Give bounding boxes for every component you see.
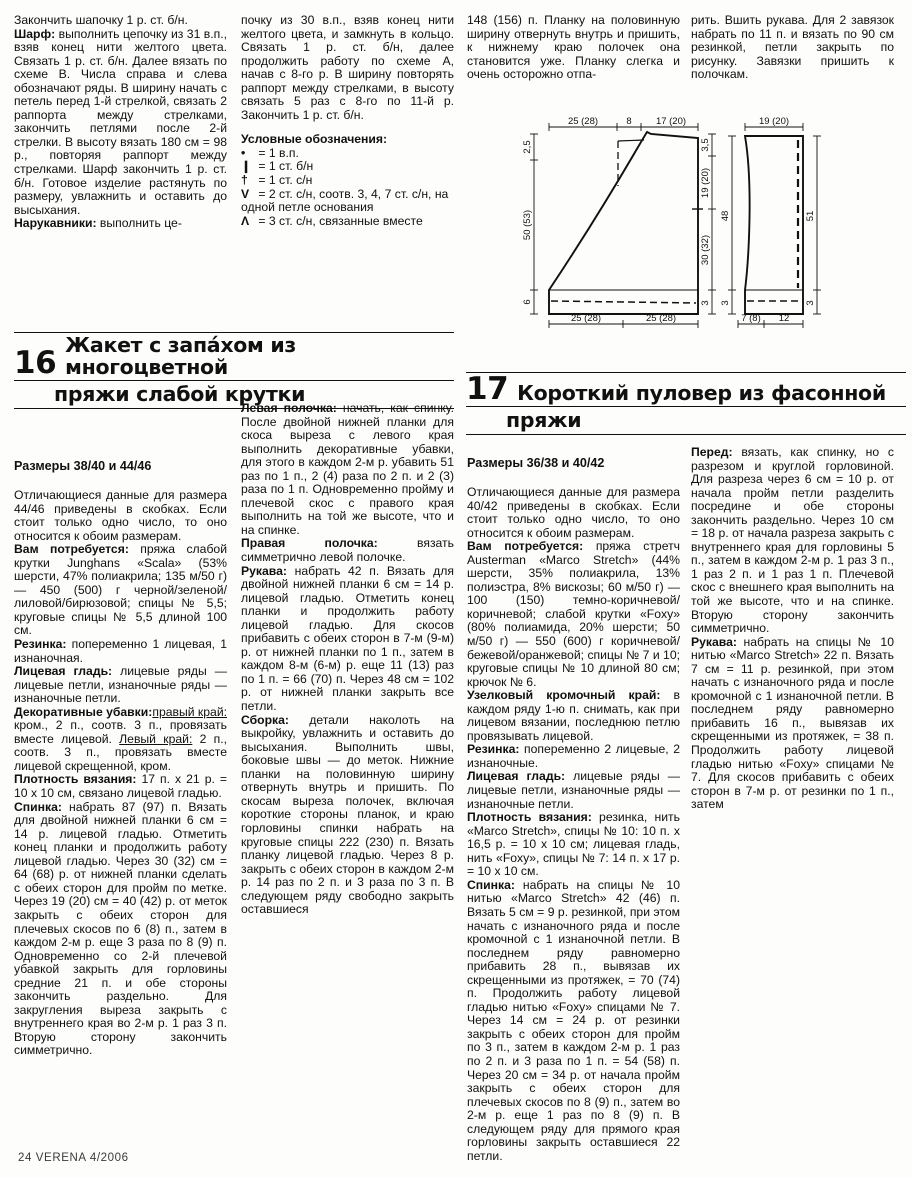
run-in-heading: Резинка: — [467, 742, 520, 757]
paragraph — [14, 28, 227, 218]
run-in-heading: Правая полочка: — [241, 536, 378, 551]
paragraph-text: кром., 2 п., соотв. 3 п., провязать вместе лицевой. — [14, 718, 227, 746]
paragraph-text: начать, как спинку. После двойной нижней планки для скоса выреза с левого края выполнить декоративные убавки, для этого в каждом 2-м р. убавить 51 раз по 1 п., 2 (4) раза по 2 п. и 2 (3) раза по 1 п. Одновременно пройму и плечевой скос с правого края выполнить на той же высоте, что и на спинке. — [241, 401, 454, 537]
run-in-heading: Левая полочка: — [241, 401, 337, 415]
legend-symbol-text: = 3 ст. с/н, связанные вместе — [255, 213, 423, 228]
legend-item — [241, 160, 454, 174]
sleeve-left-dimensions — [720, 136, 736, 314]
dim-label: 50 (53) — [522, 209, 533, 241]
paragraph — [467, 540, 680, 689]
article-number: 16 — [14, 345, 57, 381]
legend-symbol-icon: V — [241, 186, 250, 201]
paragraph — [14, 801, 227, 1058]
paragraph — [14, 665, 227, 706]
text-column-3-top — [467, 14, 680, 82]
run-in-heading: Плотность вязания: — [467, 810, 592, 825]
paragraph-text: выполнить це- — [96, 216, 182, 231]
paragraph — [14, 543, 227, 638]
body-bottom-dimensions — [549, 313, 698, 328]
run-in-heading: Вам потребуется: — [14, 542, 129, 557]
paragraph — [241, 537, 454, 564]
article-16-headline — [14, 332, 454, 409]
paragraph-text: почку из 30 в.п., взяв конец нити желтого цвета, и замкнуть в кольцо. Связать 1 р. ст. б/н, далее продолжить работу по схеме A, начав с 8-го р. В ширину повторять раппорт между стрелками, в высоту связать 5 раз с 8-го по 11-й р. Закончить 1 р. ст. б/н. — [241, 13, 454, 122]
run-in-heading: Рукава: — [241, 563, 287, 578]
legend-symbol-icon: † — [241, 173, 248, 188]
paragraph — [467, 811, 680, 879]
article-16-sizes: Размеры 38/40 и 44/46 — [14, 459, 152, 473]
dim-label: 2,5 — [522, 140, 533, 154]
paragraph — [14, 638, 227, 665]
paragraph-text: Закончить шапочку 1 р. ст. б/н. — [14, 13, 188, 27]
run-in-heading: Рукава: — [691, 634, 737, 649]
body-right-dimensions — [700, 134, 716, 314]
text-column-4-article17 — [691, 446, 894, 812]
sleeve-top-dimensions — [745, 116, 803, 131]
dim-label: 6 — [522, 299, 533, 305]
legend-symbol-text: = 1 ст. б/н — [255, 159, 314, 174]
paragraph-text: выполнить цепочку из 31 в.п., взяв конец нити желтого цвета. Связать 1 р. ст. б/н. Далее вязать по схеме B. Числа справа и слева обозначают ряды. В ширину начать с петель перед 1-й стрелкой, связать 2 раппорта между стрелками, закончить петлями после 2-й стрелки. В высоту вязать 180 см = 98 р., повторяя раппорт между стрелками. Шарф закончить 1 р. ст. б/н. Готовое изделие растянуть по размеру, увлажнить и оставить до высыхания. — [14, 26, 227, 217]
sleeve-right-dimensions — [805, 136, 821, 314]
underlined-label: правый край: — [152, 704, 228, 719]
schematic-svg — [487, 108, 905, 340]
paragraph — [467, 486, 680, 540]
run-in-heading: Нарукавники: — [14, 216, 97, 231]
paragraph — [241, 714, 454, 917]
dim-label: 3 — [700, 300, 711, 306]
text-column-2-top — [241, 14, 454, 228]
run-in-heading: Спинка: — [14, 799, 62, 814]
body-outline — [549, 132, 698, 314]
legend-item — [241, 147, 454, 161]
legend-item — [241, 188, 454, 215]
dim-label: 3 — [720, 300, 731, 306]
dim-label: 12 — [778, 313, 790, 324]
article-17-sizes: Размеры 36/38 и 40/42 — [467, 456, 605, 470]
paragraph — [241, 14, 454, 122]
dim-label: 7 (8) — [741, 313, 761, 324]
run-in-heading: Перед: — [691, 445, 733, 459]
paragraph — [467, 879, 680, 1163]
run-in-heading: Вам потребуется: — [467, 539, 584, 554]
legend-symbol-text: = 1 в.п. — [255, 145, 299, 160]
paragraph — [467, 689, 680, 743]
paragraph-text: 17 п. х 21 р. = 10 x 10 см, связано лицевой гладью. — [14, 772, 227, 801]
paragraph — [467, 770, 680, 811]
paragraph-text: резинка, нить «Marco Stretch», спицы № 10: 10 п. х 16,5 р. = 10 x 10 см; лицевая гладь, нить «Foxy», спицы № 7: 14 п. х 17 р. = 10 x 10 см. — [467, 810, 680, 879]
paragraph — [14, 773, 227, 800]
paragraph-text: набрать 87 (97) п. Вязать для двойной нижней планки 6 см = 14 р. лицевой гладью. Отметить конец планки и продолжить работу лицевой гладью. Через 30 (32) см = 64 (68) р. от нижней планки сделать с обеих сторон для пройм по метке. Через 19 (20) см = 40 (42) р. от меток закрыть с обеих сторон для плечевых скосов по 6 (8) п., затем в каждом 2-м р. еще 3 раза по 8 (9) п. Одновременно со 2-й плечевой убавкой закрыть для горловины средние 21 п. и обе стороны закончить раздельно. Для закругления выреза закрыть с внутреннего края во 2-м р. 1 раз 3 п. Вторую сторону закончить симметрично. — [14, 799, 227, 1058]
paragraph-text: набрать на спицы № 10 нитью «Marco Stretch» 42 (46) п. Вязать 5 см = 9 р. резинкой, при этом начать с изнаночного ряда и после кромочной с 1 изнаночной петли. В последнем ряду равномерно прибавить 28 п., вывязав их скрещенными из протяжек, = 70 (74) п. Продолжить работу лицевой гладью нитью «Foxy» спицами № 7. Через 14 см = 24 р. от резинки закрыть с обеих сторон для пройм по 3 п., затем в каждом 2-м р. 1 раз по 2 п. и 3 раза по 1 п. = 54 (58) п. Через 20 см = 34 р. от начала пройм закрыть с обеих сторон для плечевых скосов по 8 (9) п., затем во 2-м р. еще 1 раз по 8 (9) п. В следующем ряду для прямого края горловины закрыть оставшиеся 22 петли. — [467, 877, 680, 1163]
legend-item — [241, 174, 454, 188]
dim-label: 30 (32) — [700, 234, 711, 266]
run-in-heading: Спинка: — [467, 877, 515, 892]
dim-label: 48 — [720, 210, 731, 222]
paragraph — [14, 14, 227, 28]
dim-label: 19 (20) — [700, 167, 711, 199]
paragraph-text: 148 (156) п. Планку на половинную ширину отвернуть внутрь и пришить, к нижнему краю полочек она становится уже. Планку слегка и очень осторожно отпа- — [467, 13, 680, 82]
paragraph — [691, 446, 894, 636]
headline-line-1 — [466, 373, 906, 406]
dim-label: 3 — [805, 300, 816, 306]
run-in-heading: Шарф: — [14, 26, 56, 41]
paragraph — [241, 565, 454, 714]
text-column-4-top — [691, 14, 894, 82]
article-title-line-1: Короткий пуловер из фасонной — [517, 381, 886, 405]
paragraph-text: попеременно 2 лицевые, 2 изнаночные. — [467, 742, 680, 770]
legend-symbol-text: = 2 ст. с/н, соотв. 3, 4, 7 ст. с/н, на одной петле основания — [241, 186, 449, 215]
dim-label: 25 (28) — [645, 313, 677, 324]
paragraph — [241, 402, 454, 537]
headline-line-1 — [14, 333, 454, 380]
paragraph — [14, 217, 227, 231]
headline-line-2 — [466, 407, 906, 434]
article-number: 17 — [466, 371, 509, 407]
paragraph — [14, 706, 227, 774]
run-in-heading: Сборка: — [241, 712, 289, 727]
paragraph — [14, 489, 227, 543]
sleeve-bottom-dimensions — [738, 313, 803, 328]
rule-bottom — [466, 434, 906, 435]
legend-title — [241, 133, 454, 147]
article-title-line-1: Жакет с запа́хом из многоцветной — [65, 333, 297, 379]
article-title-line-2: пряжи слабой крутки — [54, 382, 306, 406]
legend-symbol-icon: ❙ — [241, 159, 252, 174]
paragraph-text: Отличающиеся данные для размера 44/46 приведены в скобках. Если стоит только одно число, то оно относится к обоим размерам. — [14, 488, 227, 543]
paragraph — [467, 14, 680, 82]
dim-label: 17 (20) — [655, 116, 687, 127]
paragraph — [691, 14, 894, 82]
paragraph-text: вязать, как спинку, но с разрезом и круглой горловиной. Для разреза через 6 см = 10 р. от начала пройм петли разделить посредине и обе стороны закончить раздельно. Через 10 см = 18 р. от начала разреза закрыть с внутреннего края для горловины 5 п., затем в каждом 2-м р. 1 раз 3 п., 1 раз 2 п. и 1 раз 1 п. Плечевой скос с внешнего края выполнить на той же высоте, что и на спинке. Вторую сторону закончить симметрично. — [691, 445, 894, 636]
paragraph-text: пряжа стретч Austerman «Marco Stretch» (44% шерсти, 35% полиакрила, 13% полиэстра, 8% вискозы; 60 м/50 г) — 100 (150) темно-коричневой/коричневой; слабой крутки «Foxy» (80% полиамида, 20% шерсти; 50 м/50 г) — 550 (600) г коричневой/бежевой/оранжевой; спицы № 7 и 10; круговые спицы № 10 длиной 80 см; крючок № 6. — [467, 539, 680, 689]
paragraph-text: 2 п., соотв. 3 п., провязать вместе лицевой скрещенной, кром. — [14, 731, 227, 773]
dim-label: 25 (28) — [570, 313, 602, 324]
underlined-label: Левый край: — [119, 731, 193, 746]
paragraph-text: рить. Вшить рукава. Для 2 завязок набрать по 11 п. и вязать по 90 см резинкой, петли закрыть по рисунку. Завязки пришить к полочкам. — [691, 13, 894, 82]
run-in-heading: Декоративные убавки: — [14, 704, 153, 719]
legend-symbol-icon: Λ — [241, 213, 250, 228]
run-in-heading: Лицевая гладь: — [467, 769, 566, 784]
article-title-line-2: пряжи — [506, 408, 582, 432]
paragraph-text: набрать 42 п. Вязать для двойной нижней планки 6 см = 14 р. лицевой гладью. Отметить конец планки и продолжить работу лицевой гладью. Для скосов прибавить с обеих сторон в 7-м (9-м) р. от нижней планки по 1 п., затем в каждом 8-м (6-м) р. еще 11 (13) раз по 1 п. = 66 (70) п. Через 48 см = 102 р. от нижней планки закрыть все петли. — [241, 563, 454, 714]
run-in-heading: Резинка: — [14, 637, 67, 652]
paragraph-text: Отличающиеся данные для размера 40/42 приведены в скобках. Если стоит только одно число, то оно относится к обоим размерам. — [467, 485, 680, 540]
dim-label: 51 — [805, 210, 816, 222]
legend-symbol-text: = 1 ст. с/н — [255, 173, 313, 188]
dim-label: 19 (20) — [758, 116, 790, 127]
dim-label: 3,5 — [700, 138, 711, 152]
body-top-dimensions — [549, 116, 698, 131]
paragraph-text: детали наколоть на выкройку, увлажнить и оставить до высыхания. Выполнить швы, боковые швы — до меток. Нижние планки на половинную ширину отвернуть внутрь и пришить. По скосам выреза полочек, включая короткие стороны планок, и краю горловины спинки набрать на круговые спицы 222 (230) п. Вязать планку лицевой гладью. Через 8 р. закрыть с обеих сторон в каждом 2-м р. 14 раз по 2 п. и 3 раза по 3 п. В следующем ряду свободно закрыть оставшиеся — [241, 712, 454, 917]
dim-label: 8 — [626, 116, 632, 127]
text-column-3-article17 — [467, 486, 680, 1163]
paragraph-text: попеременно 1 лицевая, 1 изнаночная. — [14, 637, 227, 665]
paragraph-text: лицевые ряды — лицевые петли, изнаночные ряды — изнаночные петли. — [467, 769, 680, 811]
paragraph — [467, 743, 680, 770]
paragraph — [691, 636, 894, 812]
legend-title-text: Условные обозначения: — [241, 132, 388, 147]
paragraph-text: в каждом ряду 1-ю п. снимать, как при лицевом вязании, последнюю петлю провязывать лицевой. — [467, 688, 680, 743]
dim-label: 25 (28) — [567, 116, 599, 127]
paragraph-text: лицевые ряды — лицевые петли, изнаночные ряды — изнаночные петли. — [14, 664, 227, 706]
run-in-heading: Лицевая гладь: — [14, 664, 113, 679]
paragraph-text: вязать симметрично левой полочке. — [241, 536, 454, 565]
paragraph-text: набрать на спицы № 10 нитью «Marco Stretch» 22 п. Вязать 7 см = 11 р. резинкой, при этом начать с изнаночного ряда и после кромочной с 1 изнаночной петли. В последнем ряду равномерно прибавить 16 п., вывязав их скрещенными из протяжек, = 38 п. Продолжить работу лицевой гладью нитью «Foxy» спицами № 7. Для скосов прибавить с обеих сторон в 7-м р. от резинки по 1 п., затем — [691, 634, 894, 812]
schematic-diagram — [487, 108, 905, 340]
sleeve-outline — [745, 136, 803, 314]
paragraph-text: пряжа слабой крутки Junghans «Scala» (53% шерсти, 47% полиакрила; 135 м/50 г) — 450 (500) г черной/зеленой/лиловой/бирюзовой; спицы № 5,5; круговые спицы № 5,5 длиной 100 см. — [14, 542, 228, 638]
page-footer: 24 VERENA 4/2006 — [18, 1152, 129, 1164]
text-column-1-top — [14, 14, 227, 231]
run-in-heading: Плотность вязания: — [14, 772, 137, 787]
text-column-2-article16 — [241, 402, 454, 917]
stitch-legend — [241, 147, 454, 228]
article-17-headline — [466, 372, 906, 435]
body-left-dimensions — [522, 134, 538, 314]
run-in-heading: Узелковый кромочный край: — [467, 688, 661, 703]
text-column-1-article16 — [14, 489, 227, 1058]
legend-item — [241, 215, 454, 229]
legend-symbol-icon: • — [241, 145, 246, 160]
